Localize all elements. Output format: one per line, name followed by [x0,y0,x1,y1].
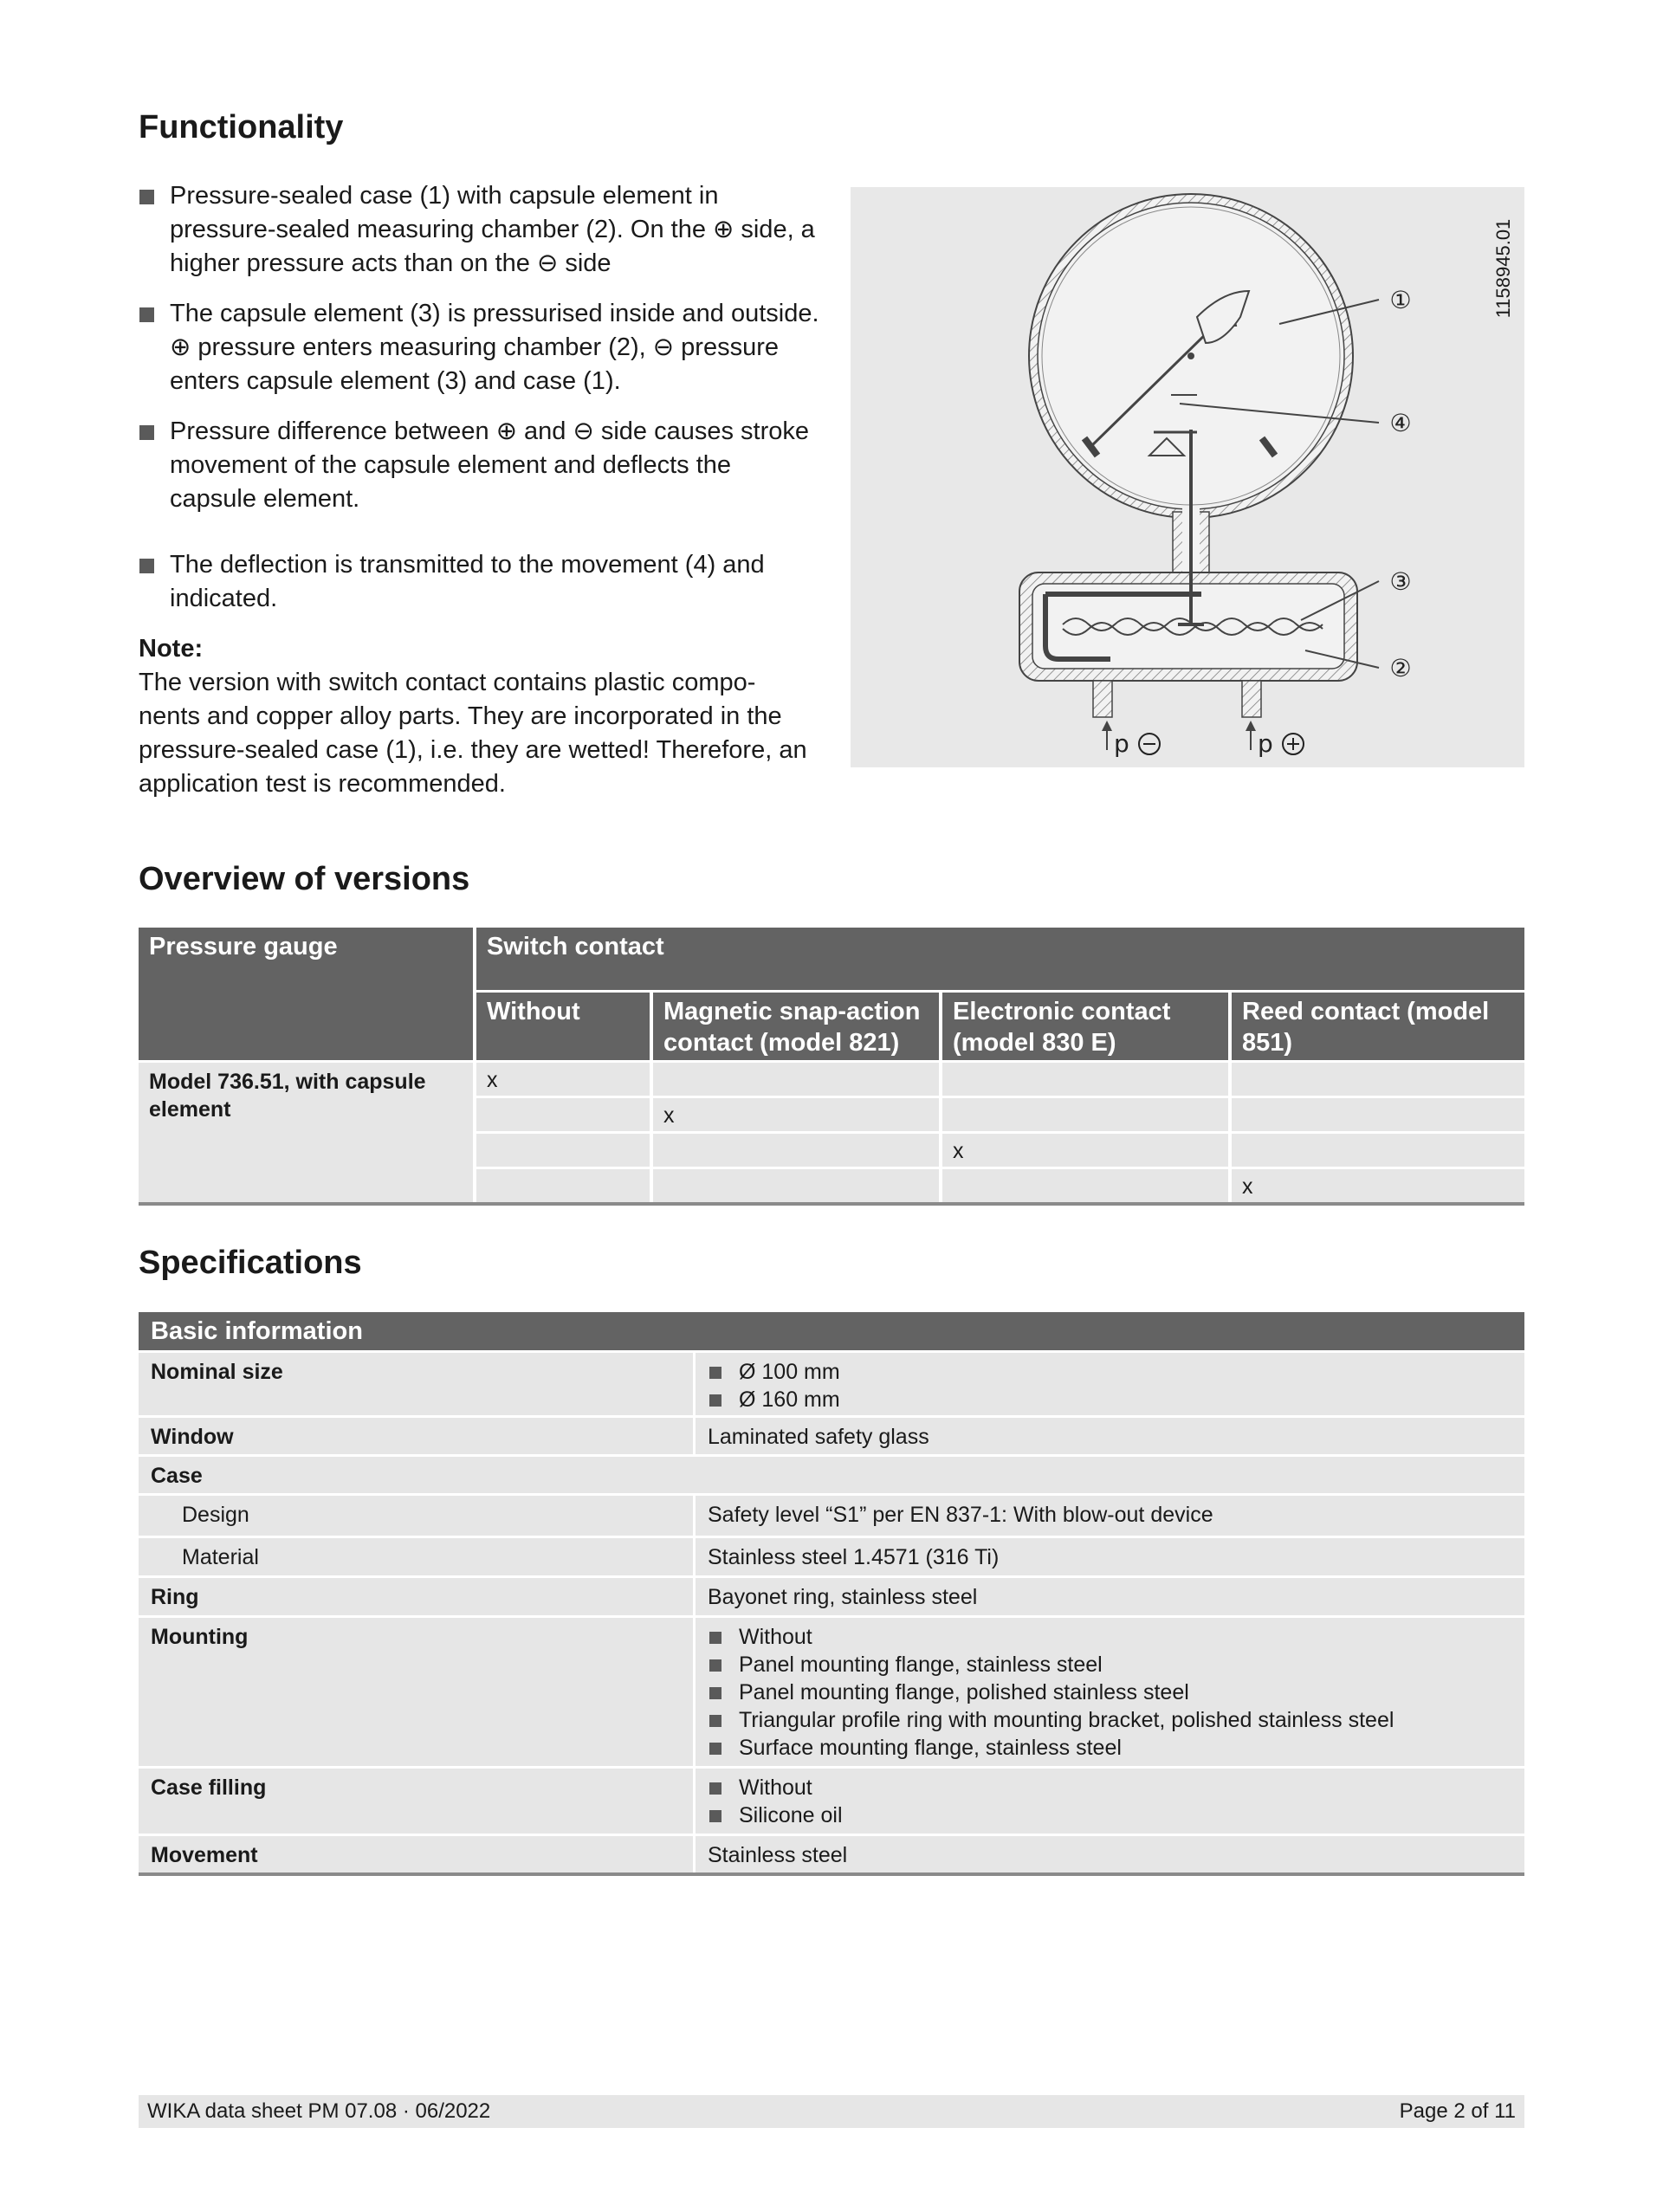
bullet-square-icon [709,1810,721,1822]
list-item: The deflection is transmitted to the movement (4) and indicated. [139,548,823,616]
table-cell [476,1169,650,1202]
table-cell: x [942,1134,1228,1167]
callout-4: ④ [1389,409,1412,437]
note [139,632,814,801]
overview-title: Overview of versions [139,861,470,897]
specifications-title: Specifications [139,1245,362,1281]
list-item: Pressure difference between ⊕ and ⊖ side causes stroke movement of the capsule element and deflects the capsule element. [139,415,823,516]
list-item: Silicone oil [708,1801,1512,1829]
label-nominal-size: Nominal size [139,1353,693,1415]
table-cell [942,1063,1228,1096]
header-reed: Reed contact (model 851) [1232,993,1524,1060]
list-item: Ø 100 mm [708,1358,1512,1386]
list-item: Without [708,1623,1512,1651]
bullet-square-icon [139,190,154,204]
note-text: The version with switch contact contains plastic compo-nents and copper alloy parts. They are incorporated in the pressure-sealed case (1), i.e. they are wetted! Therefore, an application test is recommended. [139,669,807,798]
footer-datasheet: WIKA data sheet PM 07.08 · 06/2022 [147,2099,491,2123]
row-label-model: Model 736.51, with capsule element [139,1063,473,1202]
list-item: Surface mounting flange, stainless steel [708,1734,1512,1762]
gauge-diagram [851,187,1524,767]
list-item: Pressure-sealed case (1) with capsule element in pressure-sealed measuring chamber (2). On the ⊕ side, a higher pressure acts than on the ⊖ side [139,179,823,281]
header-without: Without [476,993,650,1060]
label-design: Design [139,1496,693,1536]
label-window: Window [139,1418,693,1454]
port-plus-label: p [1258,729,1273,758]
callout-2: ② [1389,654,1412,682]
functionality-list [139,179,823,632]
header-electronic: Electronic contact (model 830 E) [942,993,1228,1060]
label-material: Material [139,1538,693,1575]
value-case-filling [696,1769,1524,1834]
table-cell [942,1169,1228,1202]
table-cell [1232,1098,1524,1131]
label-mounting: Mounting [139,1618,693,1766]
callout-3: ③ [1389,567,1412,596]
value-material: Stainless steel 1.4571 (316 Ti) [696,1538,1524,1575]
port-minus-label: p [1114,729,1129,758]
table-cell [1232,1063,1524,1096]
table-cell [1232,1134,1524,1167]
label-ring: Ring [139,1578,693,1615]
bullet-square-icon [709,1782,721,1795]
table-cell [653,1063,939,1096]
table-cell [476,1098,650,1131]
bullet-square-icon [139,559,154,573]
note-title: Note: [139,635,204,663]
bullet-square-icon [709,1367,721,1379]
table-cell [942,1098,1228,1131]
label-movement: Movement [139,1836,693,1872]
bullet-square-icon [139,425,154,440]
list-item: Triangular profile ring with mounting bracket, polished stainless steel [708,1706,1512,1734]
bullet-square-icon [709,1394,721,1407]
table-cell: x [476,1063,650,1096]
functionality-title: Functionality [139,109,344,146]
band-basic-information: Basic information [139,1312,1524,1350]
bullet-square-icon [709,1659,721,1672]
gauge-diagram-drawing [851,187,1524,767]
list-item: Panel mounting flange, stainless steel [708,1651,1512,1678]
bullet-square-icon [709,1715,721,1727]
table-bottom-rule [139,1872,1524,1876]
value-design: Safety level “S1” per EN 837-1: With blow-out device [696,1496,1524,1536]
header-pressure-gauge: Pressure gauge [139,928,473,1060]
figure-id: 1158945.01 [1492,218,1514,319]
header-switch-contact: Switch contact [476,928,1524,990]
table-cell: x [653,1098,939,1131]
value-mounting [696,1618,1524,1766]
bullet-square-icon [709,1743,721,1755]
callout-1: ① [1389,286,1412,314]
value-nominal-size [696,1353,1524,1415]
label-case-filling: Case filling [139,1769,693,1834]
label-case: Case [139,1457,1524,1493]
footer-page-number: Page 2 of 11 [1399,2099,1516,2123]
list-item: Ø 160 mm [708,1386,1512,1413]
bullet-square-icon [139,307,154,322]
header-magnetic: Magnetic snap-action contact (model 821) [653,993,939,1060]
table-cell [476,1134,650,1167]
bullet-square-icon [709,1632,721,1644]
bullet-square-icon [709,1687,721,1699]
list-item: Without [708,1774,1512,1801]
list-item: Panel mounting flange, polished stainless steel [708,1678,1512,1706]
value-ring: Bayonet ring, stainless steel [696,1578,1524,1615]
table-cell [653,1169,939,1202]
page-footer [139,2095,1524,2128]
list-item: The capsule element (3) is pressurised inside and outside. ⊕ pressure enters measuring chamber (2), ⊖ pressure enters capsule element (3) and case (1). [139,297,823,398]
value-movement: Stainless steel [696,1836,1524,1872]
table-bottom-rule [139,1202,1524,1206]
table-cell [653,1134,939,1167]
value-window: Laminated safety glass [696,1418,1524,1454]
table-cell: x [1232,1169,1524,1202]
